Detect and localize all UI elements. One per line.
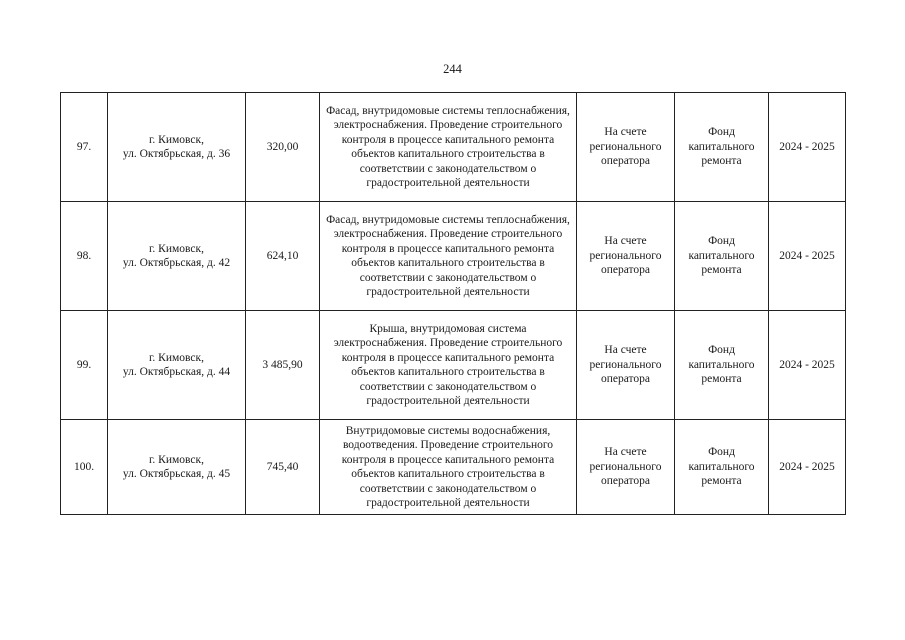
funding-source-cell: Фонд капитального ремонта bbox=[675, 311, 769, 420]
row-number: 98. bbox=[61, 202, 108, 311]
period-cell: 2024 - 2025 bbox=[769, 420, 846, 515]
address-city: г. Кимовск, bbox=[149, 453, 204, 466]
address-cell bbox=[108, 420, 246, 515]
works-cell: Внутридомовые системы водоснабжения, водоотведения. Проведение строительного контроля в процессе капитального ремонта объектов капитального строительства в соответствии с законодательством о градостроительной деятельности bbox=[320, 420, 577, 515]
row-number: 97. bbox=[61, 93, 108, 202]
address-city: г. Кимовск, bbox=[149, 133, 204, 146]
row-number: 100. bbox=[61, 420, 108, 515]
area-cell: 745,40 bbox=[246, 420, 320, 515]
area-cell: 3 485,90 bbox=[246, 311, 320, 420]
period-cell: 2024 - 2025 bbox=[769, 311, 846, 420]
area-cell: 624,10 bbox=[246, 202, 320, 311]
funding-source-cell: Фонд капитального ремонта bbox=[675, 420, 769, 515]
funding-source-cell: Фонд капитального ремонта bbox=[675, 202, 769, 311]
address-cell bbox=[108, 311, 246, 420]
row-number: 99. bbox=[61, 311, 108, 420]
account-cell: На счете регионального оператора bbox=[577, 420, 675, 515]
page-number: 244 bbox=[443, 62, 462, 76]
works-cell: Фасад, внутридомовые системы теплоснабжения, электроснабжения. Проведение строительного контроля в процессе капитального ремонта объектов капитального строительства в соответствии с законодательством о градостроительной деятельности bbox=[320, 93, 577, 202]
period-cell: 2024 - 2025 bbox=[769, 93, 846, 202]
works-cell: Фасад, внутридомовые системы теплоснабжения, электроснабжения. Проведение строительного контроля в процессе капитального ремонта объектов капитального строительства в соответствии с законодательством о градостроительной деятельности bbox=[320, 202, 577, 311]
address-street: ул. Октябрьская, д. 42 bbox=[122, 257, 231, 269]
address-cell bbox=[108, 93, 246, 202]
table-row bbox=[61, 420, 846, 515]
account-cell: На счете регионального оператора bbox=[577, 202, 675, 311]
address-street: ул. Октябрьская, д. 45 bbox=[122, 468, 231, 480]
area-cell: 320,00 bbox=[246, 93, 320, 202]
account-cell: На счете регионального оператора bbox=[577, 311, 675, 420]
address-street: ул. Октябрьская, д. 44 bbox=[122, 366, 231, 378]
address-cell bbox=[108, 202, 246, 311]
works-cell: Крыша, внутридомовая система электроснабжения. Проведение строительного контроля в процессе капитального ремонта объектов капитального строительства в соответствии с законодательством о градостроительной деятельности bbox=[320, 311, 577, 420]
table-row bbox=[61, 93, 846, 202]
capital-repair-table bbox=[60, 92, 846, 515]
table-row bbox=[61, 311, 846, 420]
table-row bbox=[61, 202, 846, 311]
address-street: ул. Октябрьская, д. 36 bbox=[122, 148, 231, 160]
address-city: г. Кимовск, bbox=[149, 351, 204, 364]
funding-source-cell: Фонд капитального ремонта bbox=[675, 93, 769, 202]
address-city: г. Кимовск, bbox=[149, 242, 204, 255]
account-cell: На счете регионального оператора bbox=[577, 93, 675, 202]
period-cell: 2024 - 2025 bbox=[769, 202, 846, 311]
